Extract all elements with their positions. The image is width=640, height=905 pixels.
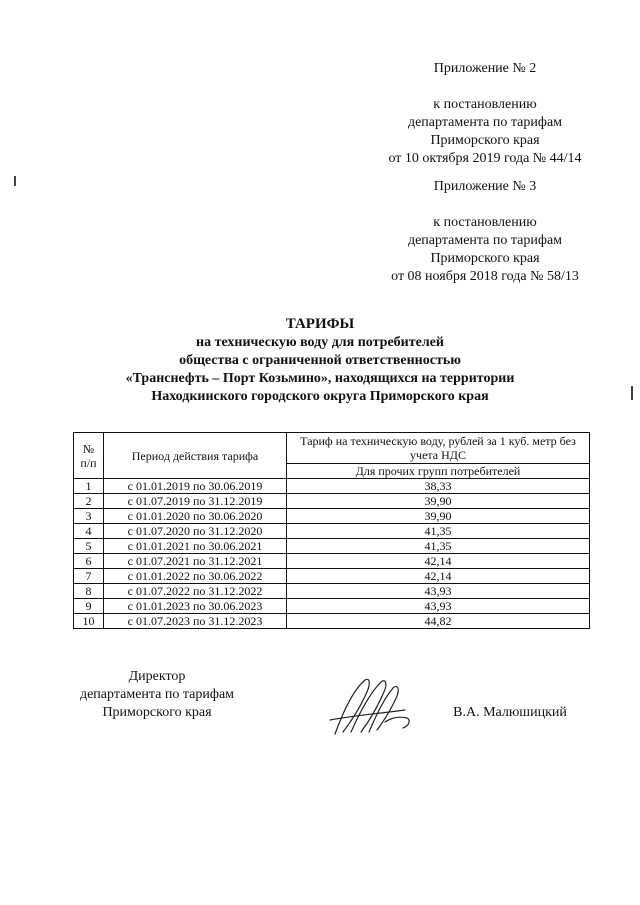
row-number: 7 bbox=[74, 569, 104, 584]
appendix-3-line3: Приморского края bbox=[430, 251, 540, 266]
header-consumer-group: Для прочих групп потребителей bbox=[287, 464, 590, 479]
table-row bbox=[74, 479, 590, 494]
row-number: 9 bbox=[74, 599, 104, 614]
header-tariff: Тариф на техническую воду, рублей за 1 куб. метр без учета НДС bbox=[287, 433, 590, 464]
document-title: ТАРИФЫ bbox=[285, 316, 355, 332]
row-period: с 01.01.2020 по 30.06.2020 bbox=[104, 509, 287, 524]
appendix-2-line4: от 10 октября 2019 года № 44/14 bbox=[388, 151, 582, 166]
signatory-region: Приморского края bbox=[102, 705, 212, 720]
row-value: 42,14 bbox=[287, 569, 590, 584]
header-number-sub: п/п bbox=[80, 455, 97, 470]
handwritten-signature bbox=[325, 672, 420, 742]
signatory-position: Директор bbox=[128, 669, 186, 684]
row-value: 44,82 bbox=[287, 614, 590, 629]
appendix-3-title: Приложение № 3 bbox=[433, 179, 537, 194]
signatory-title-block bbox=[62, 668, 252, 722]
table-header-row bbox=[74, 433, 590, 464]
appendix-3-line4: от 08 ноября 2018 года № 58/13 bbox=[391, 269, 579, 284]
appendix-2-line3: Приморского края bbox=[430, 133, 540, 148]
header-number bbox=[74, 433, 104, 479]
row-value: 39,90 bbox=[287, 509, 590, 524]
table-row bbox=[74, 614, 590, 629]
appendix-3-line1: к постановлению bbox=[433, 215, 537, 230]
heading-line-2: общества с ограниченной ответственностью bbox=[179, 353, 461, 368]
row-value: 42,14 bbox=[287, 554, 590, 569]
heading-line-4: Находкинского городского округа Приморского края bbox=[151, 389, 489, 404]
appendix-2-line1: к постановлению bbox=[433, 97, 537, 112]
header-number-sign: № bbox=[82, 441, 95, 456]
row-number: 1 bbox=[74, 479, 104, 494]
row-value: 39,90 bbox=[287, 494, 590, 509]
table-row bbox=[74, 554, 590, 569]
row-period: с 01.07.2019 по 31.12.2019 bbox=[104, 494, 287, 509]
row-period: с 01.07.2022 по 31.12.2022 bbox=[104, 584, 287, 599]
appendix-2-block bbox=[360, 60, 610, 168]
table-row bbox=[74, 539, 590, 554]
row-period: с 01.07.2023 по 31.12.2023 bbox=[104, 614, 287, 629]
heading-line-3: «Транснефть – Порт Козьмино», находящихся на территории bbox=[125, 371, 515, 386]
row-number: 6 bbox=[74, 554, 104, 569]
appendix-3-block bbox=[360, 178, 610, 286]
table-row bbox=[74, 599, 590, 614]
row-period: с 01.01.2023 по 30.06.2023 bbox=[104, 599, 287, 614]
row-value: 41,35 bbox=[287, 524, 590, 539]
row-period: с 01.01.2022 по 30.06.2022 bbox=[104, 569, 287, 584]
appendix-2-title: Приложение № 2 bbox=[433, 61, 537, 76]
row-number: 3 bbox=[74, 509, 104, 524]
signatory-department: департамента по тарифам bbox=[79, 687, 235, 702]
table-row bbox=[74, 494, 590, 509]
heading-line-1: на техническую воду для потребителей bbox=[196, 335, 444, 350]
appendix-3-line2: департамента по тарифам bbox=[407, 233, 563, 248]
table-row bbox=[74, 509, 590, 524]
row-period: с 01.01.2019 по 30.06.2019 bbox=[104, 479, 287, 494]
row-number: 5 bbox=[74, 539, 104, 554]
signatory-name: В.А. Малюшицкий bbox=[453, 705, 567, 720]
row-number: 2 bbox=[74, 494, 104, 509]
row-number: 10 bbox=[74, 614, 104, 629]
row-period: с 01.07.2021 по 31.12.2021 bbox=[104, 554, 287, 569]
row-number: 8 bbox=[74, 584, 104, 599]
row-value: 43,93 bbox=[287, 599, 590, 614]
header-period: Период действия тарифа bbox=[104, 433, 287, 479]
table-row bbox=[74, 584, 590, 599]
row-value: 38,33 bbox=[287, 479, 590, 494]
row-value: 43,93 bbox=[287, 584, 590, 599]
row-number: 4 bbox=[74, 524, 104, 539]
table-row bbox=[74, 524, 590, 539]
appendix-2-line2: департамента по тарифам bbox=[407, 115, 563, 130]
row-period: с 01.07.2020 по 31.12.2020 bbox=[104, 524, 287, 539]
row-period: с 01.01.2021 по 30.06.2021 bbox=[104, 539, 287, 554]
row-value: 41,35 bbox=[287, 539, 590, 554]
tariff-table bbox=[73, 432, 590, 629]
scan-mark bbox=[14, 176, 16, 186]
table-row bbox=[74, 569, 590, 584]
scan-mark bbox=[631, 386, 633, 400]
